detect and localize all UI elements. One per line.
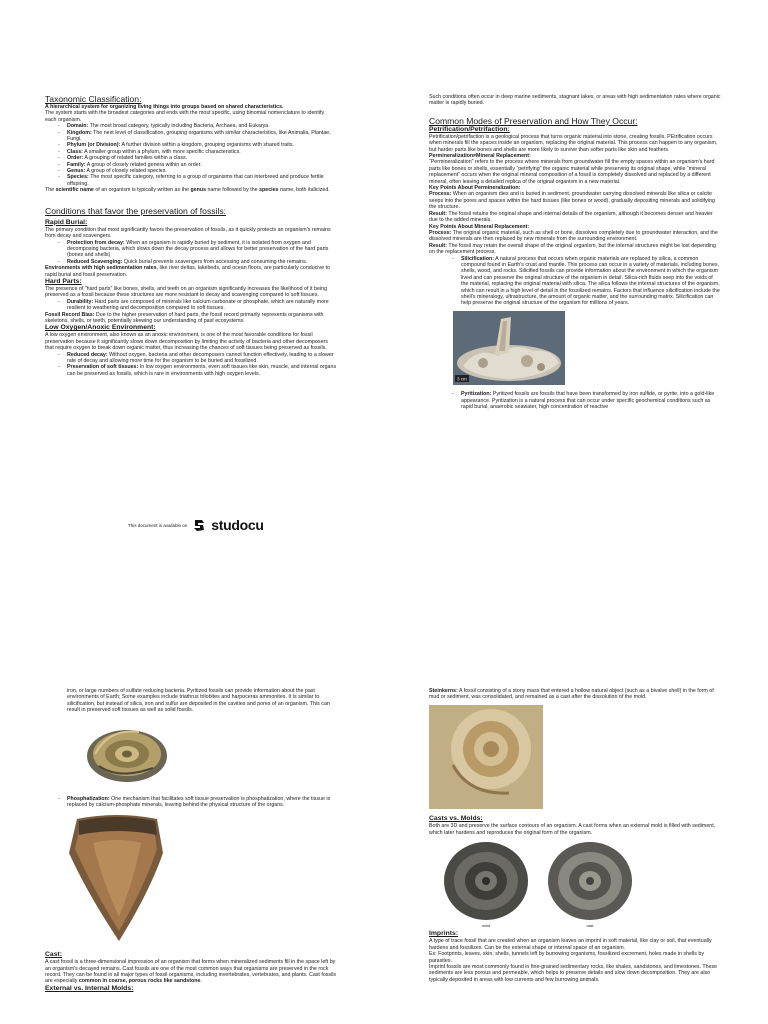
modes-heading: Common Modes of Preservation and How They Occur: — [429, 115, 638, 126]
mold-cast-images — [441, 840, 721, 928]
petrification-text: Petrification/petrifaction is a geological process that turns organic material into stone, creating fossils. PEtrification occurs when minerals fill the spaces inside an organism, replacing the original material. This process can happen to any organism, but harder parts like bones and shells are more likely to survive than softer parts like skin and feathers. — [429, 133, 718, 153]
fossil-record-bias: Fossil Record Bias: Due to the higher preservation of hard parts, the fossil record primarily represents organisms with skeletons, shells, or teeth, potentially skewing our understanding of past ecosystems. — [45, 311, 324, 324]
ammonite-image — [69, 718, 337, 792]
low-oxygen-text: A low oxygen environment, also known as an anoxic environment, is one of the most favorable conditions for fossil preservation because it significantly slows down decomposition by limiting the activity of bacteria and other decomposers that require oxygen to break down organic matter, thus increasing the chances of soft tissues being preserved as fossils. — [45, 332, 328, 352]
rapid-burial-text: The primary condition that most significantly favors the preservation of fossils, as it quickly protects an organism's remains from decay and scavengers. — [45, 226, 331, 240]
casts-vs-molds-text: Both are 3D and preserve the surface contours of an organism. A cast forms when an external mold is filled with sediment, which later hardens and reproduces the original form of the organism. — [429, 823, 716, 836]
cast-label: cast — [586, 924, 594, 929]
studocu-footer — [128, 517, 264, 533]
rapid-burial-heading: Rapid Burial: — [45, 218, 88, 226]
imprints-heading: Imprints: — [429, 930, 459, 938]
casts-vs-molds-heading: Casts vs. Molds: — [429, 815, 483, 823]
silicified-fossil-image — [453, 311, 721, 387]
cast-text: A cast fossil is a three-dimensional impression of an organism that forms when mineralized sediments fill in the space left by an organism's decayed remains. Cast fossils are one of the most common ways that organisms are preserved in the rock record. They can be found in all major types of fossil organisms, including invertebrates, vertebrates, and plants. Cast fossils are especially common in coarse, porous rocks like sandstone. — [45, 959, 337, 985]
list-item: - Class: A smaller group within a phylum, with more specific characteristics. — [67, 149, 337, 155]
footer-text: This document is available on — [128, 522, 188, 528]
cast-heading: Cast: — [45, 951, 62, 959]
steinkern-image — [429, 705, 721, 811]
scientific-name-paragraph: The scientific name of an organism is typically written as the genus name followed by the species name, both italicized. — [45, 187, 330, 194]
list-item: - Silicification: A natural process that occurs when organic materials are replaced by silica, a common compound found in Earth's crust and mantle. This process can occur in a variety of materials, including bones, shells, wood, and rocks. Silicified fossils can provide information about the environment in which the organism lived and can preserve the original structure of the organism in detail. Silica-rich fluids seep into the voids of the material, replacing the original material with silica. The silica follows the internal structures of the organism, which can result in a high level of detail in the fossilized remains. Factors that influence silicification include the shell's mineralogy, ultrastructure, the amount of organic matter, and the surrounding matrix. Silicification can help preserve the original structure of the organism for millions of years. — [461, 256, 721, 307]
low-oxygen-list — [45, 352, 337, 378]
mold-figure — [441, 840, 531, 928]
replacement-result: Result: The fossil may retain the overall shape of the original organism, but the internal structures might be lost depending on the replacement process. — [429, 242, 716, 256]
list-item: - Pyritization: Pyritized fossils are fossils that have been transformed by iron sulfide, or pyrite, into a gold-like appearance. Pyritization is a natural process that can occur under specific geochemical conditions such as rapid burial, anaerobic seawater, high concentration of reactive — [461, 391, 721, 410]
permineralization-process: Process: When an organism dies and is buried in sediment, groundwater carrying dissolved minerals like silica or calcite seeps into the pores and spaces within the hard tissues (like bones or wood), gradually depositing minerals and solidifying the structure. — [429, 191, 715, 211]
page2-left-column — [45, 688, 337, 993]
key-points-permineralization: Key Points About Permineralization: — [429, 185, 521, 192]
list-item: - Species: The most specific category, referring to a group of organisms that can interbreed and produce fertile offspring. — [67, 174, 337, 187]
continuation-text: Such conditions often occur in deep marine sediments, stagnant lakes, or areas with high sedimentation rates where organic matter is rapidly buried. — [429, 94, 721, 107]
pyritization-list — [429, 391, 721, 410]
list-item: - Domain: The most broad category, typically including Bacteria, Archaea, and Eukarya. — [67, 123, 337, 129]
list-item: - Family: A group of closely related genera within an order. — [67, 162, 337, 168]
molds-heading: External vs. Internal Molds: — [45, 984, 134, 992]
list-item: - Reduced decay: Without oxygen, bacteria and other decomposers cannot function effectively, leading to a slower rate of decay and allowing more time for the organism to be buried and fossilized. — [67, 352, 337, 365]
studocu-logo-text: studocu — [211, 517, 264, 533]
phosphatization-list — [45, 796, 337, 809]
list-item: - Protection from decay: When an organism is rapidly buried by sediment, it is isolated from oxygen and decomposing bacteria, which slows down the decay process and allows for better preservation of the hard parts (bones and shells) — [67, 240, 337, 259]
cast-figure — [545, 840, 635, 928]
list-item: - Phylum (or Division): A further division within a kingdom, grouping organisms with shared traits. — [67, 142, 337, 148]
key-points-replacement: Key Points About Mineral Replacement: — [429, 223, 530, 230]
low-oxygen-heading: Low Oxygen/Anoxic Environment: — [45, 324, 156, 332]
list-item: - Phosphatization: One mechanism that facilitates soft tissue preservation is phosphatization, where the tissue is replaced by calcium-phosphate minerals, leaving behind the physical structure of the organs. — [67, 796, 337, 809]
replacement-process: Process: The original organic material, such as shell or bone, dissolves completely due to groundwater interaction, and the dissolved minerals are then replaced by new minerals from the surrounding environment. — [429, 229, 718, 243]
image-scale-label: 3 cm — [457, 376, 467, 382]
imprints-text-1: A type of trace fossil that are created when an organism leaves an imprint in soft material, like clay or soil, that eventually hardens and fossilizes. Can be the external shape or internal space of an organism. — [429, 938, 712, 951]
hard-parts-text: The presence of "hard parts" like bones, shells, and teeth on an organism significantly increases the likelihood of it being preserved as a fossil because these structures are more resistant to decay and scavenging compared to soft tissues. — [45, 285, 328, 299]
page-2 — [0, 680, 768, 1024]
conditions-heading: Conditions that favor the preservation of fossils: — [45, 205, 227, 216]
list-item: - Genus: A group of closely related species. — [67, 168, 337, 174]
imprints-text-3: Imprint fossils are most commonly found in fine-grained sedimentary rocks, like shales, sandstones, and limestones. These sediments are less porous and permeable, which helps to preserve details and slow down decomposition. They are also typically deposited in areas with low currents and few burrowing animals. — [429, 964, 718, 983]
taxonomy-intro: The system starts with the broadest categories and ends with the most specific, using binomial nomenclature to identify each organism. — [45, 110, 325, 123]
permineralization-heading: Permineralization≠Mineral Replacement: — [429, 153, 531, 160]
permineralization-result: Result: The fossil retains the original shape and internal details of the organism, although it becomes denser and heavier due to the added minerals. — [429, 210, 713, 224]
page2-right-column — [429, 688, 721, 983]
mold-label: mold — [481, 924, 491, 929]
taxonomy-heading: Taxonomic Classification: — [45, 94, 142, 104]
list-item: - Durability: Hard parts are composed of minerals like calcium carbonate or phosphate, which are naturally more resilient to weathering and decomposition compared to soft tissues. — [67, 299, 337, 312]
taxonomy-list — [45, 123, 337, 187]
hard-parts-heading: Hard Parts: — [45, 277, 82, 285]
imprints-text-2: Ex: Footprints, leaves, skin, shells, tunnels left by burrowing organisms, fossilized excrement, holes made in shells by parasites. — [429, 951, 704, 964]
rapid-burial-list — [45, 240, 337, 266]
list-item: - Kingdom: The next level of classification, grouping organisms with similar characteristics, like Animalia, Plantae, Fungi. — [67, 130, 337, 143]
page1-left-column — [45, 94, 337, 377]
page1-right-column — [429, 94, 721, 410]
permineralization-text: “Permineralization” refers to the process where minerals from groundwater fill the empty spaces within an organism's hard parts like bones or shells, essentially “petrifying” the organic material while preserving its original shape, while “mineral replacement” occurs when the original mineral composition of a fossil is completely dissolved and replaced by a different mineral, often leaving a detailed replica of the original organism in a new material. — [429, 159, 715, 185]
hard-parts-list — [45, 299, 337, 312]
pyritization-continued: iron, or large numbers of sulfate reducing bacteria. Pyritized fossils can provide information about the past environments of Earth; Some examples include triathrus trilobites and harpoceras ammonites. It is similar to silicification, but instead of silica, iron and sulfur are deposited in the cavities and pores of an organism. This can result in preserved soft tissues as well as solid fossils. — [67, 688, 330, 714]
studocu-logo-icon — [193, 519, 205, 532]
list-item: - Order: A grouping of related families within a class. — [67, 155, 337, 161]
list-item: - Reduced Scavenging: Quick burial prevents scavengers from accessing and consuming the remains. — [67, 259, 337, 265]
list-item: - Preservation of soft tissues: In low oxygen environments, even soft tissues like skin, muscle, and internal organs can be preserved as fossils, which is rare in environments with high oxygen levels. — [67, 364, 337, 377]
steinkerns-text: Steinkerns: A fossil consisting of a stony mass that entered a hollow natural object (such as a bivalve shell) in the form of mud or sediment, was consolidated, and remained as a cast after the dissolution of the mold. — [429, 688, 714, 701]
environments-paragraph: Environments with high sedimentation rates, like river deltas, lakebeds, and ocean floors, are particularly conducive to rapid burial and fossil preservation. — [45, 265, 330, 278]
petrification-heading: Petrification/Petrifaction: — [429, 125, 510, 133]
taxonomy-lead: A hierarchical system for organizing living things into groups based on shared characteristics. — [45, 104, 284, 110]
silicification-list — [429, 256, 721, 307]
shark-tooth-image — [59, 813, 337, 947]
